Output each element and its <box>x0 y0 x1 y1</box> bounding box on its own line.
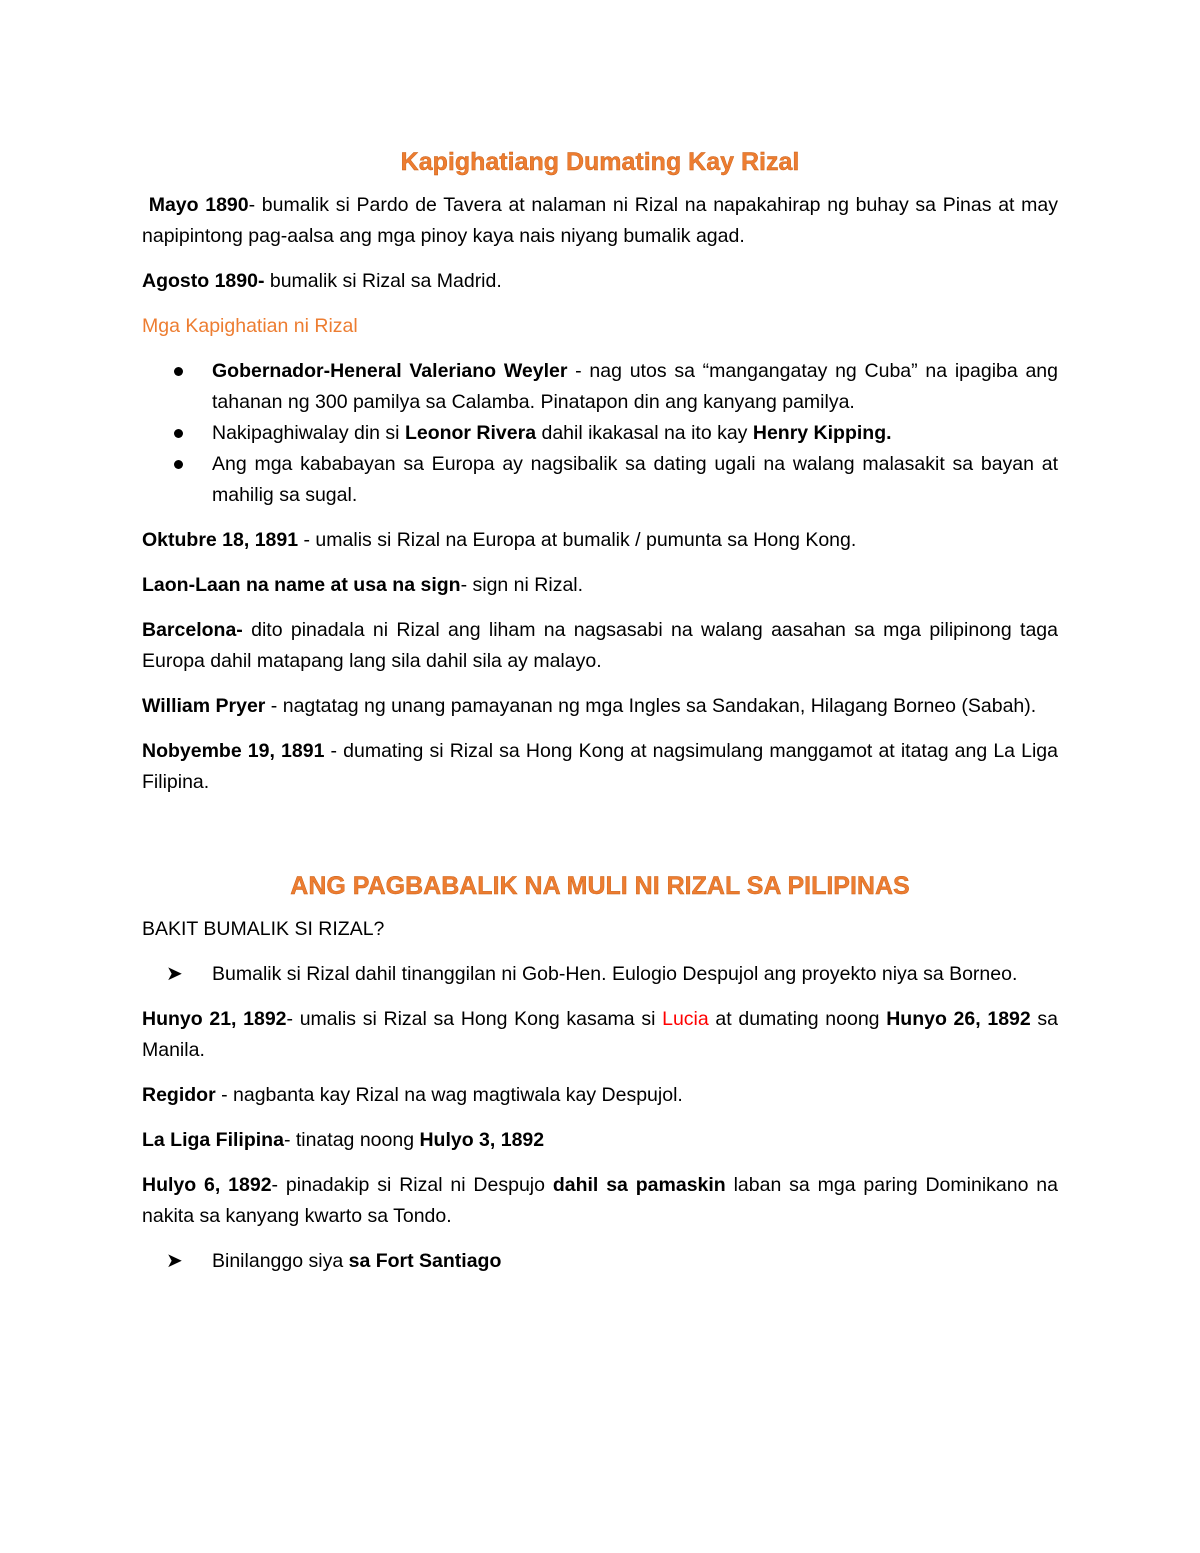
bullet-icon <box>174 460 183 469</box>
list-item <box>142 356 1058 418</box>
paragraph-text: - pinadakip si Rizal ni Despujo <box>271 1174 553 1196</box>
arrow-list-1 <box>142 959 1058 990</box>
name-label: Henry Kipping. <box>752 422 892 444</box>
subheading-mga-kapighatian: Mga Kapighatian ni Rizal <box>142 315 358 337</box>
paragraph-text: laban sa mga paring Dominikano na nakita sa kanyang kwarto sa Tondo. <box>142 1174 1058 1227</box>
paragraph-barcelona <box>142 615 1058 677</box>
paragraph-text: - nagbanta kay Rizal na wag magtiwala kay Despujol. <box>215 1084 683 1106</box>
document-body <box>142 140 1058 1291</box>
date-label: Oktubre 18, 1891 <box>142 529 299 551</box>
paragraph-text: - sign ni Rizal. <box>460 574 584 596</box>
section-title-kapighatian: Kapighatiang Dumating Kay Rizal <box>400 148 800 176</box>
bold-phrase: dahil sa pamaskin <box>552 1174 726 1196</box>
date-label: Hulyo 6, 1892 <box>142 1174 272 1196</box>
paragraph-text: dito pinadala ni Rizal ang liham na nagsasabi na walang aasahan sa mga pilipinong taga Europa dahil matapang lang sila dahil sila ay malayo. <box>142 619 1058 672</box>
question-heading: BAKIT BUMALIK SI RIZAL? <box>142 918 385 940</box>
paragraph-text: - umalis si Rizal sa Hong Kong kasama si <box>286 1008 663 1030</box>
name-label: Leonor Rivera <box>404 422 537 444</box>
name-label: William Pryer <box>142 695 266 717</box>
date-label: Hulyo 3, 1892 <box>419 1129 545 1151</box>
paragraph-regidor <box>142 1080 1058 1111</box>
arrow-bullet-icon: ➤ <box>166 1250 183 1272</box>
bullet-icon <box>174 367 183 376</box>
bullet-icon <box>174 429 183 438</box>
paragraph-hunyo-1892 <box>142 1004 1058 1066</box>
place-label: sa Fort Santiago <box>348 1250 502 1272</box>
date-label: Agosto 1890- <box>142 270 265 292</box>
paragraph-nobyembe-1891 <box>142 736 1058 798</box>
paragraph-text: - umalis si Rizal na Europa at bumalik / pumunta sa Hong Kong. <box>298 529 857 551</box>
name-label: Gobernador-Heneral Valeriano Weyler <box>212 360 568 382</box>
paragraph-text: sa Manila. <box>142 1008 1059 1061</box>
paragraph-text: bumalik si Rizal sa Madrid. <box>264 270 502 292</box>
highlight-name-lucia: Lucia <box>662 1008 709 1030</box>
list-item-text: Nakipaghiwalay din si <box>212 422 405 444</box>
name-label: Laon-Laan na name at usa na sign <box>142 574 461 596</box>
name-label: Regidor <box>142 1084 216 1106</box>
arrow-list-2 <box>142 1246 1058 1277</box>
paragraph-hulyo-6-1892 <box>142 1170 1058 1232</box>
arrow-bullet-icon: ➤ <box>166 963 183 985</box>
paragraph-mayo-1890 <box>142 190 1058 252</box>
paragraph-text: at dumating noong <box>708 1008 887 1030</box>
paragraph-agosto-1890 <box>142 266 1058 297</box>
list-item <box>142 418 1058 449</box>
paragraph-oktubre-1891 <box>142 525 1058 556</box>
paragraph-text: - nagtatag ng unang pamayanan ng mga Ingles sa Sandakan, Hilagang Borneo (Sabah). <box>265 695 1037 717</box>
paragraph-la-liga <box>142 1125 1058 1156</box>
paragraph-text: - bumalik si Pardo de Tavera at nalaman ni Rizal na napakahirap ng buhay sa Pinas at may napipintong pag-aalsa ang mga pinoy kaya nais niyang bumalik agad. <box>142 194 1058 247</box>
name-label: Barcelona- <box>142 619 243 641</box>
date-label: Nobyembe 19, 1891 <box>142 740 325 762</box>
list-item-text: Bumalik si Rizal dahil tinanggilan ni Gob-Hen. Eulogio Despujol ang proyekto niya sa Borneo. <box>212 963 1018 985</box>
list-item-text: Binilanggo siya <box>212 1250 349 1272</box>
date-label: Hunyo 26, 1892 <box>886 1008 1031 1030</box>
list-item-text: Ang mga kababayan sa Europa ay nagsibalik sa dating ugali na walang malasakit sa bayan at mahilig sa sugal. <box>212 453 1058 506</box>
list-item-text: - nag utos sa “mangangatay ng Cuba” na ipagiba ang tahanan ng 300 pamilya sa Calamba. Pinatapon din ang kanyang pamilya. <box>212 360 1058 413</box>
section-title-pagbabalik: ANG PAGBABALIK NA MULI NI RIZAL SA PILIPINAS <box>290 872 910 900</box>
list-item <box>142 1246 1058 1277</box>
paragraph-text: - dumating si Rizal sa Hong Kong at nagsimulang manggamot at itatag ang La Liga Filipina. <box>142 740 1058 793</box>
date-label: Hunyo 21, 1892 <box>142 1008 287 1030</box>
list-item <box>142 449 1058 511</box>
paragraph-laon-laan <box>142 570 1058 601</box>
list-item <box>142 959 1058 990</box>
kapighatian-bullet-list <box>142 356 1058 511</box>
list-item-text: dahil ikakasal na ito kay <box>536 422 753 444</box>
paragraph-text: - tinatag noong <box>283 1129 420 1151</box>
date-label: Mayo 1890 <box>148 194 249 216</box>
name-label: La Liga Filipina <box>142 1129 284 1151</box>
paragraph-william-pryer <box>142 691 1058 722</box>
